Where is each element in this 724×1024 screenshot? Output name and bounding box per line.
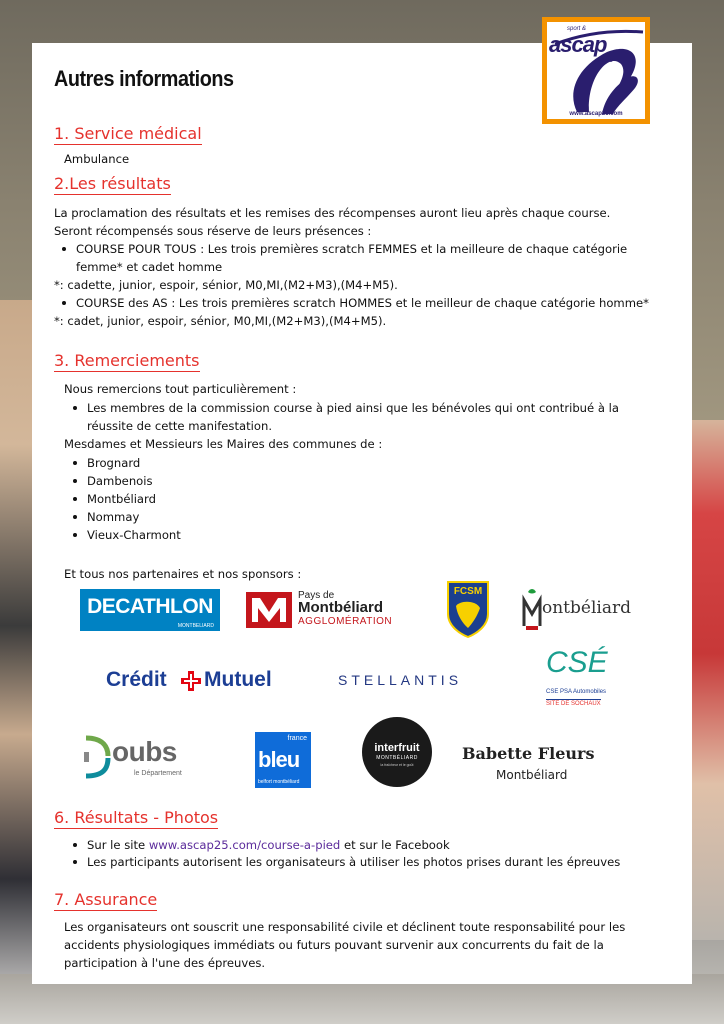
- fcsm-name: FCSM: [453, 586, 483, 597]
- interfruit-tag: la fraîcheur et le goût: [380, 763, 414, 767]
- bleu-sub: belfort montbéliard: [258, 779, 300, 785]
- photos-site-link[interactable]: www.ascap25.com/course-a-pied: [148, 838, 341, 852]
- cse-l1: CSE PSA Automobiles: [546, 689, 607, 695]
- background-runner-right: [692, 420, 724, 940]
- sponsor-fcsm-logo: [446, 580, 490, 638]
- results-bullet-2: COURSE des AS : Les trois premières scratch HOMMES et le meilleur de chaque catégorie homme*: [76, 296, 649, 310]
- pays-montbeliard-emblem-icon: [246, 592, 292, 628]
- thanks-partners: Et tous nos partenaires et nos sponsors :: [64, 567, 302, 581]
- sponsor-credit-mutuel-logo: [106, 668, 284, 696]
- insurance-line-1: Les organisateurs ont souscrit une responsabilité civile et déclinent toute responsabilité pour les: [64, 920, 626, 934]
- cse-name: CSÉ: [546, 646, 608, 679]
- section-medical-title: 1. Service médical: [54, 124, 202, 143]
- ascap-logo: [542, 17, 650, 124]
- credit-mutuel-a: Crédit: [106, 668, 167, 691]
- doubs-name: oubs: [112, 736, 177, 767]
- photos-bullet-2: Les participants autorisent les organisateurs à utiliser les photos prises durant les épreuves: [87, 855, 621, 869]
- results-bullet-1: COURSE POUR TOUS : Les trois premières scratch FEMMES et la meilleure de chaque catégorie: [76, 242, 628, 256]
- babette-sub: Montbéliard: [496, 768, 568, 782]
- photos-site-prefix: Sur le site: [87, 838, 149, 852]
- logo-tag-top: sport &: [567, 26, 587, 32]
- photos-site-suffix: et sur le Facebook: [340, 838, 450, 852]
- stellantis-name: STELLANTIS: [338, 672, 463, 688]
- bleu-top: france: [287, 735, 307, 742]
- sponsor-stellantis-logo: [338, 672, 488, 692]
- decathlon-name: DECATHLON: [87, 595, 213, 618]
- commune-item: Vieux-Charmont: [87, 528, 181, 542]
- page-title: Autres informations: [54, 66, 234, 91]
- section-insurance-title: 7. Assurance: [54, 890, 158, 909]
- logo-url: www.ascap25.com: [569, 111, 623, 117]
- commune-item: Nommay: [87, 510, 140, 524]
- logo-brand: ascap: [549, 32, 607, 57]
- results-bullet-1-cont: femme* et cadet homme: [76, 260, 223, 274]
- doubs-d-icon: [82, 734, 112, 780]
- medical-text: Ambulance: [64, 152, 130, 166]
- cse-l2: SITE DE SOCHAUX: [546, 701, 601, 707]
- section-photos-title: 6. Résultats - Photos: [54, 808, 219, 827]
- sponsor-cse-logo: [544, 646, 614, 710]
- doubs-sub: le Département: [134, 770, 182, 777]
- insurance-line-2: accidents physiologiques immédiats ou futurs pouvant survenir aux concurrents du fait de la: [64, 938, 604, 952]
- sponsor-pays-montbeliard-logo: [246, 590, 411, 630]
- results-note-1: *: cadette, junior, espoir, sénior, M0,MI,(M2+M3),(M4+M5).: [54, 278, 398, 292]
- bleu-name: bleu: [258, 747, 300, 772]
- commune-item: Brognard: [87, 456, 141, 470]
- insurance-line-3: participation à l'une des épreuves.: [64, 956, 266, 970]
- sponsor-decathlon-logo: [80, 589, 220, 631]
- pays-l1: Pays de: [298, 590, 335, 601]
- section-results-title: 2.Les résultats: [54, 174, 171, 193]
- thanks-bullet-cont: réussite de cette manifestation.: [87, 419, 273, 433]
- results-line-1: La proclamation des résultats et les remises des récompenses auront lieu après chaque course.: [54, 206, 611, 220]
- sponsor-interfruit-logo: [362, 717, 432, 787]
- decathlon-sub: MONTBELIARD: [177, 623, 214, 629]
- pays-l3: AGGLOMÉRATION: [298, 616, 393, 627]
- sponsor-france-bleu-logo: [255, 732, 311, 788]
- logo-tag-bottom: culture: [595, 58, 614, 64]
- pays-l2: Montbéliard: [298, 599, 383, 616]
- montbeliard-m-icon: [520, 586, 544, 632]
- interfruit-sub: MONTBÉLIARD: [376, 755, 418, 761]
- babette-name: Babette Fleurs: [462, 744, 595, 763]
- background-runner-left: [0, 300, 32, 1024]
- thanks-bullet: Les membres de la commission course à pied ainsi que les bénévoles qui ont contribué à la: [87, 401, 619, 415]
- section-thanks-title: 3. Remerciements: [54, 351, 200, 370]
- credit-mutuel-cross-icon: [180, 670, 202, 692]
- thanks-intro: Nous remercions tout particulièrement :: [64, 382, 297, 396]
- commune-item: Montbéliard: [87, 492, 156, 506]
- sponsor-doubs-logo: [82, 734, 202, 784]
- sponsor-babette-fleurs-logo: [462, 744, 612, 788]
- commune-item: Dambenois: [87, 474, 153, 488]
- photos-bullet-1: [87, 836, 450, 854]
- interfruit-name: interfruit: [374, 742, 420, 754]
- montbeliard-name: ontbéliard: [542, 598, 631, 618]
- results-line-2: Seront récompensés sous réserve de leurs présences :: [54, 224, 372, 238]
- results-note-2: *: cadet, junior, espoir, sénior, M0,MI,(M2+M3),(M4+M5).: [54, 314, 387, 328]
- credit-mutuel-b: Mutuel: [204, 668, 272, 691]
- thanks-mayors: Mesdames et Messieurs les Maires des communes de :: [64, 437, 383, 451]
- sponsor-ville-montbeliard-logo: [520, 586, 631, 636]
